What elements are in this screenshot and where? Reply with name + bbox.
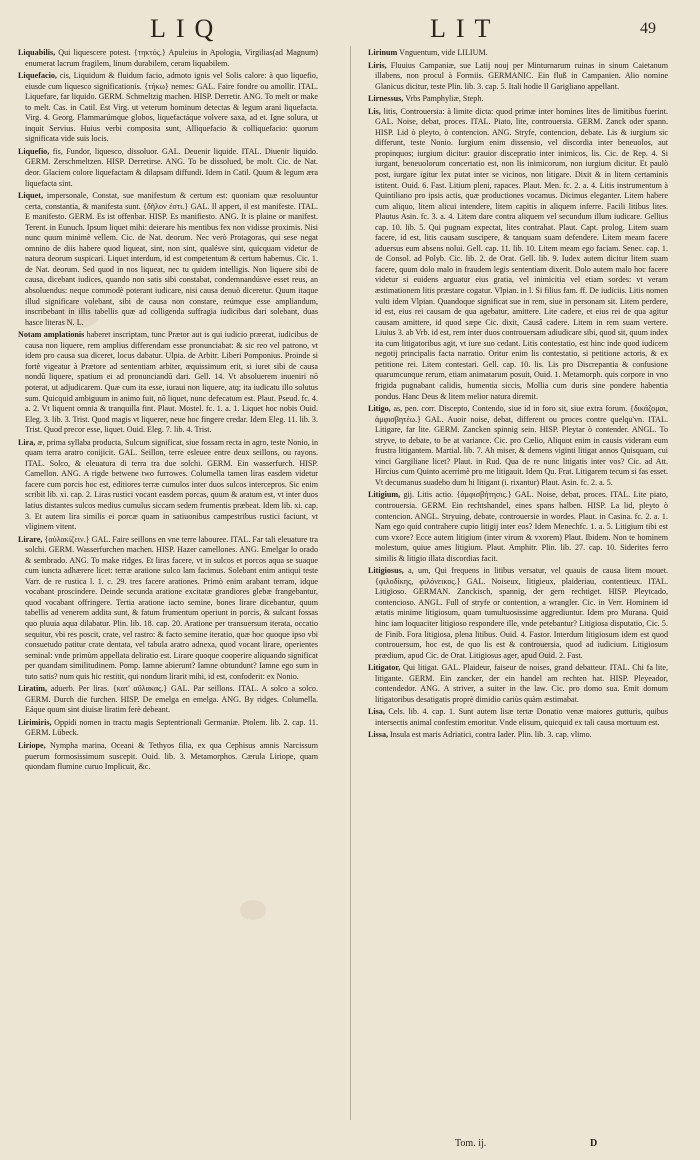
dictionary-entry xyxy=(18,535,318,683)
entry-headword: Liratim, xyxy=(18,684,47,694)
entry-text: Vrbs Pamphyliæ, Steph. xyxy=(403,94,484,104)
entry-text: {αὐλακίζειν.} GAL. Faire seillons en vne terre labouree. ITAL. Far tali eleuature tra solchi. GERM. Wasserfurchen machen. HISP. Hazer camellones. ANG. Emelgar lo orado & sembrado. ANG. To make ridges. Et liras facere, vt in sulcos et porcos aqua se suaque cum iuncta adhærere licet: terræ aratione sulco lam facimus. Solebant enim antiqui teste Varr. de re rustica l. 1. c. 29. tres facere arationes. Primò enim arabant terram, idque vocabant proscindere. Deinde secunda aratione excitatæ grandiores glebæ frangebantur, quod vocabant offringere. Tertia aratione iacto semine, bones lirare dicebantur, quum tabellis ad venerem addita sunt, & fatum frumentum operiunt in porcis, & sulcant fossas quo pluuia aqua dilabatur. Plin. lib. 18. cap. 20. Aratione per transuersum iterata, occatio sequitur, vbi res poscit, crate, vel rastro: & facto semine iteratio, quæ hoc quoque ipso vbi consuetudo patitur crate dentata, vel tabula aratro adnexa, quod vocant lirare, operientes seminal: vnde primùm appellata deliratio est. Lirare quoque cooperire aliquando significat per quandam similitudinem. Pomp. Iamne abierunt? Iamne obtundunt? Iamne ego sum in tuto satis? num quis hic restitit, qui nondum lirarit mihi, id est, confoderit: ex Nonio. xyxy=(25,534,318,681)
entry-text: fis, Fundor, liquesco, dissoluor. GAL. Deuenir liquide. ITAL. Diuenir liquido. GERM. Zerschmeltzen. HISP. Derretirse. ANG. To be dissolued, be molt. Cic. de Nat. deor. Glaciem colore liquefactam & dilapsam diffundi. Idem in Catil. Quum & legum æra liquefacta sint. xyxy=(25,146,318,188)
entry-text: Insula est maris Adriatici, contra Iader. Plin. lib. 3. cap. vlimo. xyxy=(388,730,592,740)
dictionary-entry xyxy=(18,48,318,69)
entry-text: Oppidi nomen in tractu magis Septentrionali Germaniæ. Ptolem. lib. 2. cap. 11. GERM. Lübeck. xyxy=(25,717,318,738)
entry-headword: Liquabilis, xyxy=(18,48,56,57)
entry-text: æ, prima syllaba producta, Sulcum significat, siue fossam recta in agro, teste Nonio, in quam terra aratro conijicit. GAL. Seillon, terre esleuee entre deux seillons, ou rayons. ITAL. Solco, & eleuatura di terra tra due solchi. GERM. Ein wasserfurch. HISP. Camellon. ANG. A rigde betwene two furrowes. Columella tamen liras easdem videtur facere cum porcis hoc est, editiores terræ cumulos inter duos sulcos intercepros. Sic enim scribit lib. xi. cap. 2. Liras rustici vocant easdem porcas, quum & aratum est, vt inter duos latius distantes sulcos medius cumulus siccam sedem frumentis præbeat. Idem lib. xi. cap. 3. Et autem lira similis ei porcæ quam in satiuonibus campestribus rustici faciunt, vt vliginem vitent. xyxy=(25,437,318,532)
entry-text: Qui liquescere potest. {τηκτός.} Apuleius in Apologia, Virgilias(ad Magnum) enumerat lacrum fragilem, linum durabilem, ceram liquabilem. xyxy=(25,48,318,68)
volume-mark: Tom. ij. xyxy=(455,1138,487,1149)
entry-headword: Lirnessus, xyxy=(368,94,404,104)
dictionary-entry xyxy=(368,61,668,93)
entry-text: Fluuius Campaniæ, sue Latij nouj per Minturnarum ruinas in sinum Caietanum illabens, non procul à Formiis. GERMANIC. Ein fluß in Campanien. Alio nomine Glanicus dicitur, teste Plin. lib. 3. cap. 5. Itali hodie Il Garigliano appellant. xyxy=(375,60,668,91)
entry-text: Vnguentum, vide LILIUM. xyxy=(397,48,488,57)
entry-headword: Notam amplationis xyxy=(18,330,85,340)
running-header xyxy=(0,14,700,44)
left-guide-word: LIQ xyxy=(150,14,224,43)
entry-headword: Lirinum xyxy=(368,48,398,57)
entry-text: Nympha marina, Oceani & Tethyos filia, ex qua Cephisus amnis Narcissum puerum formosissimum suscepit. Ouid. lib. 3. Metamorphos. Cærula Liriope, quam quondam flumine curuo Implicuit, &c. xyxy=(25,741,318,772)
entry-text: Qui litigat. GAL. Plaideur, faiseur de noises, grand debatteur. ITAL. Chi fa lite, litigante. GERM. Ein zancker, der ein handel am rechten hat. HISP. Pleyeador, contendedor. ANG. A striver, a suiter in the law. Cic. pro domo sua. Emit domum litigatoribus desatigatis proprè dimidio cariùs quàm æstimabat. xyxy=(375,663,668,704)
entry-text: Cels. lib. 4. cap. 1. Sunt autem lisæ tertæ Donatio venæ maiores gutturis, quibus intersectis animal confestim emoritur. Vnde elisum, quicquid ex tali causa mortuum est. xyxy=(375,707,668,727)
entry-text: aduerb. Per liras. {κατ' αὔλακας.} GAL. Par seillons. ITAL. A solco a solco. GERM. Durch die furchen. HISP. De emelga en emelga. ANG. By ridges. Columella. Eáque quum sint diuisæ liratim ferè debeant. xyxy=(25,684,318,715)
entry-headword: Liquefacio, xyxy=(18,71,57,81)
entry-headword: Litigium, xyxy=(368,490,401,500)
entry-text: gij. Litis actio. {ἀμφισβήτησις.} GAL. Noise, debat, proces. ITAL. Lite piato, controuersia. GERM. Ein rechtshandel, eines spans halben. HISP. La lid, pleyto ò contencion. ANGL. Stryuing, debate, controuersie in wordes. Plaut. in Casina. fc. 2. a. 1. Nam ego quid contrahere cupio litigij inter eos? Idem Menechfc. 1. a. 5. Litigium tibi est cum vxore? Ecce autem litigium (inter virum & vxorem) Plaut. Ibidem. Non te hominem molestum, quiue ames litigium. Plaut. Amphitr. Plin. lib. 27. cap. 10. Siderites ferro similis & litigio illata discordias facit. xyxy=(375,490,668,563)
dictionary-entry xyxy=(368,707,668,728)
entry-text: impersonale, Constat, sue manifestum & certum est: quoniam quæ resoluuntur certa, constantia, & manifesta sunt. {δῆλον ἐστι.} GAL. Il appert, il est manifeste. ITAL. E manifesto. GERM. Es ist offenbar. HISP. Es manifiesto. ANG. It is plaine or manifest. Terent. in Eunuch. Ipsum liquet mihi: deierare his mentibus fex non vidisse proximis. Nisi nunc quum minimè vellem. Cic. de Nat. deorum. Nec verò Protagoras, qui sese negat omnino de diis habere quod liqueat, sint, non sint, qualésve sint, quicquam videtur de natura deorum suspicari. Liquet interdum, id est competentum & certum habemus. Cic. 1. de Nat. deorum. Sed quod in nos liqueat, nec tu quidem intelligis. Non liquere sibi de causa, dicebant iudices, quando non satis sibi constabat, condemnandúsve esset reus, an absoluendus: neque commodè poterant iudicare, nisi causa denuò diceretur. Quum itaque illud significare volebant, sibi de causa non constare, reúmque esse ampliandum, inscribebant in illis tabellis quæ ad colligenda suffragia iudicibus dari solebant, duas hasce literas N. L. xyxy=(25,191,318,327)
right-guide-word: LIT xyxy=(430,14,501,43)
column-divider xyxy=(350,46,351,1120)
entry-headword: Lirare, xyxy=(18,534,43,544)
entry-headword: Lisa, xyxy=(368,707,385,717)
entry-headword: Liquefio, xyxy=(18,146,50,156)
dictionary-entry xyxy=(18,330,318,435)
entry-text: haberet inscriptam, tunc Prætor aut is qui iudicio præerat, iudicibus de causa non liquere, rem amplius differendam esse pronunciabat: & sic reo vel patrono, vt idem pro causa sua diceret, locus dabatur. Ulpia. de Arbitr. Liberi Pomponius. Proinde si fortè vigeatur à Prætore ad sententiam arbiter, æquissimum erit, si iuret sibi de causa nondū liquere, spatium ei ad pronunciandū dari. Gell. 14. Vt absoluerem inueniri nō poterat, ut adjudicarem. Quæ cum ita esse, iuraui non liquere, atq; ita iudicatu illo solutus sum. Quicquid ambiguum in animo fuit, nō liquet, nunc defecatum est. Plaut. Pseud. fc. 4. a. 2. Vt liquent omnia & tranquilla fint. Plaut. Mostel. fc. 1. a. 1. Liquet hoc nobis Ouid. Eleg. 3. lib. 3. Trist. Quod magis vt liquerer, neue hoc fingere credar. Idem Eleg. 11. lib. 3. Trist. Quod precor esse, liquet. Ouid. Eleg. 7. lib. 4. Trist. xyxy=(25,330,318,435)
dictionary-entry xyxy=(18,191,318,328)
entry-headword: Lis, xyxy=(368,106,381,116)
entry-text: a, um, Qui frequens in litibus versatur, vel quauis de causa litem mouet. {φιλοδίκης, φιλόνεικος.} GAL. Noiseux, litigieux, plaideriau, contentieux. ITAL. Litigioso. GERMAN. Zanckisch, spannig, der gern rechtiget. HISP. Pleytcado, contencioso. ANGL. Full of stryfe or contention, a wrangler. Cic. in Verr. Hominem id ætatis minime litigiosum, quam tumultuosissime aggrediuntur. Idem pro Murana. Quid hinc iam loquaciter litigioso respondere ille, vnde petebantur? Litigiosa disputatio, Cic. 5. de Finib. Fora litigiosa, plena litibus. Ouid. 4. Fastor. Interdum litigiosum idem est quod controuersum, hoc est, de quo lis est & controuersia, quod ad iudicium. Litigiosum prædium, apud Cic. de Orat. Litigiosus ager, apud Ouid. 2. Fast. xyxy=(375,566,668,660)
entry-headword: Liquet, xyxy=(18,191,43,201)
dictionary-entry xyxy=(368,490,668,564)
page-number: 49 xyxy=(640,20,656,37)
dictionary-entry xyxy=(368,48,668,59)
entry-text: as, pen. corr. Discepto, Contendo, siue id in foro sit, siue extra forum. {δικάζομαι, ἀμφισβητέω.} GAL. Auoir noise, debat, different ou proces contre quelqu'vn. ITAL. Litigare, far lite. GERM. Zancken spinnig sein. HISP. Pleytar ò contender. ANGL. To stryve, to debate, to be at variance. Cic. pro Cælio, Aliquot enim in causis videram eum frustra litigantem. Martial. lib. 7. Ah miser, & demens viginti litigat annos Quisquam, cui vinci Gargiliane licet? Plaut. in Rud. Qua de re nunc litigatis inter vos? Cic. ad Att. Hircius cum Quinto acerrimè pro me litigauit. Idem Qu. Frat. Litigarem tecum si fas esset. Vt decumanus suadebo dum hi litigant (i. rixantur) Plaut. Asin. fc. 2. a. 5. xyxy=(375,404,668,487)
dictionary-entry xyxy=(368,107,668,402)
entry-text: litis, Controuersia: à limite dicta: quod primæ inter homines lites de limitibus fuerint. GAL. Noise, debat, proces. ITAL. Piato, lite, controuersia. GERM. Zanck oder spann. HISP. Lid ò pleyto, ò contencion. ANG. Stryfe, contencion, debate. Lis & iurgium sic differunt, teste Nonio. Iurgium enim dissensio, vel discordia inter beneuolos, aut propinquos; iurgium dicitur: grauior discepratio inter inimicos, lis. Cic. de Rep. 4. Si iurgant, beneuolorum concertatio est, non lis inimicorum, non iurgium dicitur. Et paulò post, iurgare igitur lex putat inter se vicinos, non litigare. Dixit & in litem certaminis istitent. Ouid. 6. Fast. Litium pleni, rapaces. Plaut. Men. fc. 2. a. 4. Litis instrumentum à Quintiliano pro ipsis actis, quæ productiones vocamus. Dicimus eleganter. Litem habere cum aliquo, litem alicui intendere, litem capitis in aliquem inferre. Facili litibus lites. Plautus Asin. fc. 3. a. 4. Litem dare contra aliquem vel secundum illum iudicare. Gellius cap. 10. lib. 5. Qui pugnam expectat, lites contrahat. Plaut. Capt. prolog. Litem suam facere, id est, litis causam suscipere, & tanquam suam defendere. Litem meam facere aduersus eum absens nolui. Gell. cap. 11. lib. 10. Litem meam ego faciam. Senec. cap. 1. de Consol. ad Polyb. Cic. lib. 2. de Orat. Gell. lib. 9. Iudex autem dicitur litem suam facere, quum dolo malo in fraudem legis sententiam dixerit. Dolo autem malo hoc facere videtur si euidens arguatur eius gratia, vel inimicitia vel etiam sordes: vt veram æstimationem litis præstare cogatur. Vlpian. in l. Si filius fam. ff. De iudiciis. Litis nomen vulti idem Vlpian. Quandoque significat sue in rem, siue in personam sit. Litem perdere, id est, eius rei causam de qua agebatur, amittere. Lite cadere, et eius rei de qua agitur causam amittere, id quod sæpe Cic. dixit, Causâ cadere. Litem in rem suam vertere. Liuius 3. ab Vrb. id est, rem inter duos controuersam adiudicare sibi, quod sit, quum index ita cum litigatoribus agit, vt iure suo cedant. Litis contestatio, est hinc inde quod iudicem negotij principalis facta narratio. Oritur enim lis contestatio, si petitione actoris, & ex petitione rei. Litem contestari. Gell. cap. 10. lis. Lis pro Discrepantia & confusione quarumcunque rerum, etiam animatarum posuit, Ouid. 1. Metamorph. quis corpore in vno frigida pugnabant calidis, humentia siccis, Mollia cum duris sine pondere habentia pondus. Hanc Deus & litem melior natura diremit. xyxy=(375,106,668,401)
entry-headword: Lira, xyxy=(18,437,36,447)
entry-text: cis, Liquidum & fluidum facio, admoto ignis vel Solis calore: à quo liquefio, eiusde cum liquesco significationis. {τήκω} nemes: GAL. Faire fondre ou amollir. ITAL. Liquefare, far liquido. GERM. Schmeltzig machen. HISP. Derretir. ANG. To melt or make to melt. Cas. in Catil. Est Virg. ut veterum hominum detectas & legum arani liquefacta. Virg. 4. Georg. Flammarúmque globos, liquefactáque volvere saxa, ad et. Igne solura, ut inquit Servius. Huius verbi composita sunt, Alliquefacio & colliquefacio: quorum significata vide suis locis. xyxy=(25,71,318,144)
entry-headword: Litigator, xyxy=(368,663,401,673)
entry-headword: Litigo, xyxy=(368,404,391,414)
entry-headword: Lirimiris, xyxy=(18,717,52,727)
dictionary-entry xyxy=(18,147,318,189)
dictionary-entry xyxy=(368,94,668,105)
entry-headword: Litigiosus, xyxy=(368,566,404,576)
dictionary-entry xyxy=(368,663,668,705)
dictionary-entry xyxy=(368,730,668,741)
dictionary-entry xyxy=(368,404,668,488)
dictionary-entry xyxy=(18,741,318,773)
dictionary-entry xyxy=(18,438,318,533)
entry-headword: Lissa, xyxy=(368,730,389,740)
signature-mark: D xyxy=(590,1138,598,1149)
page-footer xyxy=(0,1138,700,1154)
entry-headword: Liris, xyxy=(368,60,387,70)
dictionary-entry xyxy=(18,71,318,145)
dictionary-entry xyxy=(368,566,668,661)
right-column xyxy=(368,48,668,1120)
left-column xyxy=(18,48,318,1120)
dictionary-entry xyxy=(18,718,318,739)
dictionary-entry xyxy=(18,684,318,716)
entry-headword: Liriope, xyxy=(18,741,46,750)
